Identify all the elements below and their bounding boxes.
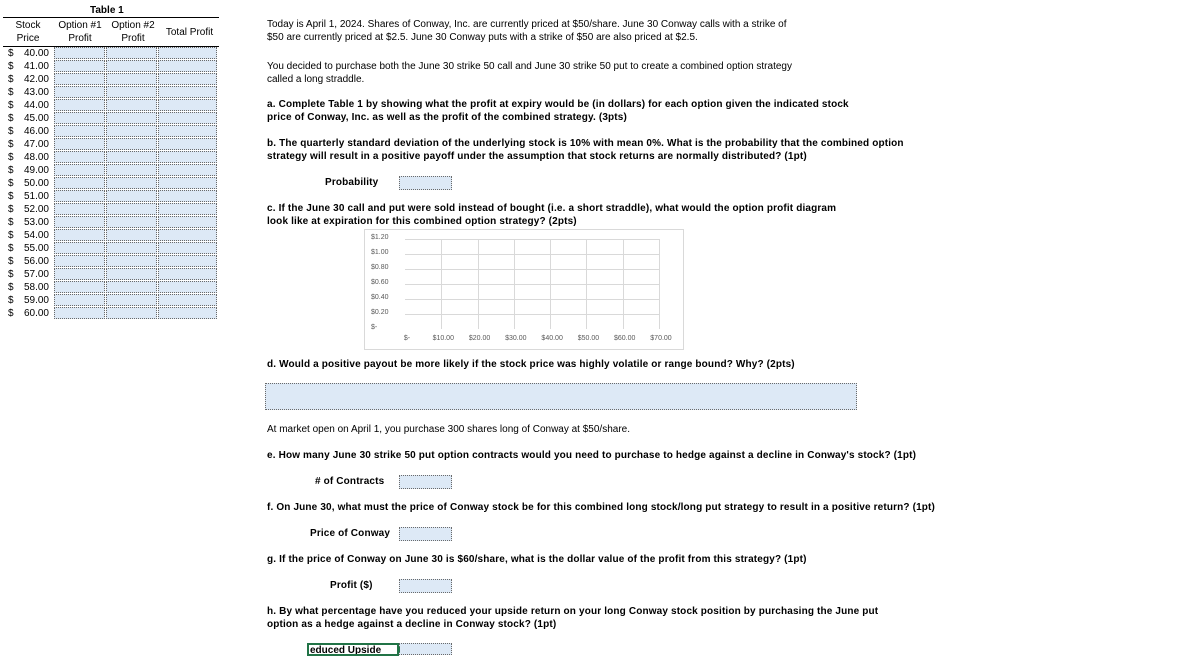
price-input[interactable] xyxy=(399,527,452,541)
stock-price-value: 46.00 xyxy=(23,126,49,137)
table-row xyxy=(3,112,219,125)
chart-v-gridline xyxy=(441,239,442,329)
total-profit-input[interactable] xyxy=(158,307,217,319)
chart-h-gridline xyxy=(405,284,659,285)
stock-price-value: 48.00 xyxy=(23,152,49,163)
reduced-upside-label-cell[interactable] xyxy=(307,643,399,656)
currency-symbol: $ xyxy=(8,243,14,254)
chart-x-tick-label: $30.00 xyxy=(505,335,527,342)
stock-price-value: 42.00 xyxy=(23,74,49,85)
question-a-line1: a. Complete Table 1 by showing what the profit at expiry would be (in dollars) for each option given the indicated stock xyxy=(267,99,849,110)
header-stock-price-line2: Price xyxy=(16,33,40,44)
question-d-answer-input[interactable] xyxy=(265,383,857,410)
fill-handle[interactable] xyxy=(397,647,400,652)
total-profit-input[interactable] xyxy=(158,138,217,150)
chart-v-gridline xyxy=(550,239,551,329)
intro-line2: $50 are currently priced at $2.5. June 30 Conway puts with a strike of $50 are also priced at $2.5. xyxy=(267,32,698,43)
question-f: f. On June 30, what must the price of Conway stock be for this combined long stock/long put strategy to result in a positive return? (1pt) xyxy=(267,502,935,513)
table-row xyxy=(3,281,219,294)
reduced-upside-input[interactable] xyxy=(399,643,452,655)
stock-price-value: 51.00 xyxy=(23,191,49,202)
header-stock-price-line1: Stock xyxy=(15,20,41,31)
option2-profit-input[interactable] xyxy=(106,203,157,215)
option1-profit-input[interactable] xyxy=(54,47,105,59)
option2-profit-input[interactable] xyxy=(106,229,157,241)
option1-profit-input[interactable] xyxy=(54,281,105,293)
stock-price-cell xyxy=(3,229,53,242)
option1-profit-input[interactable] xyxy=(54,268,105,280)
profit-label: Profit ($) xyxy=(330,580,373,591)
question-h-line2: option as a hedge against a decline in Conway stock? (1pt) xyxy=(267,619,557,630)
chart-y-tick-label: $0.80 xyxy=(371,264,389,271)
currency-symbol: $ xyxy=(8,126,14,137)
option1-profit-input[interactable] xyxy=(54,99,105,111)
total-profit-input[interactable] xyxy=(158,294,217,306)
table-row xyxy=(3,164,219,177)
option2-profit-input[interactable] xyxy=(106,47,157,59)
option2-profit-input[interactable] xyxy=(106,307,157,319)
total-profit-input[interactable] xyxy=(158,73,217,85)
stock-price-value: 50.00 xyxy=(23,178,49,189)
profit-diagram-chart[interactable] xyxy=(364,229,684,350)
chart-y-tick-label: $0.40 xyxy=(371,294,389,301)
option1-profit-input[interactable] xyxy=(54,151,105,163)
option2-profit-input[interactable] xyxy=(106,281,157,293)
total-profit-input[interactable] xyxy=(158,112,217,124)
stock-price-cell xyxy=(3,99,53,112)
table-row xyxy=(3,60,219,73)
total-profit-input[interactable] xyxy=(158,281,217,293)
question-h xyxy=(267,605,878,631)
stock-price-cell xyxy=(3,281,53,294)
stock-price-value: 44.00 xyxy=(23,100,49,111)
option2-profit-input[interactable] xyxy=(106,177,157,189)
question-h-line1: h. By what percentage have you reduced your upside return on your long Conway stock position by purchasing the June put xyxy=(267,606,879,617)
chart-x-tick-label: $60.00 xyxy=(613,335,636,342)
stock-price-value: 59.00 xyxy=(23,295,49,306)
probability-label: Probability xyxy=(325,177,379,188)
intro-line1: Today is April 1, 2024. Shares of Conway, Inc. are currently priced at $50/share. June 30 Conway calls with a strike of xyxy=(267,19,787,30)
question-b-line1: b. The quarterly standard deviation of the underlying stock is 10% with mean 0%. What is the probability that the combined option xyxy=(267,138,904,149)
currency-symbol: $ xyxy=(8,217,14,228)
header-option1-line2: Profit xyxy=(68,33,92,44)
purchase-line1: You decided to purchase both the June 30 strike 50 call and June 30 strike 50 put to create a combined option strategy xyxy=(267,61,792,72)
question-a-line2: price of Conway, Inc. as well as the profit of the combined strategy. (3pts) xyxy=(267,112,627,123)
currency-symbol: $ xyxy=(8,230,14,241)
stock-price-value: 45.00 xyxy=(23,113,49,124)
chart-h-gridline xyxy=(405,239,659,240)
option1-profit-input[interactable] xyxy=(54,86,105,98)
stock-price-value: 60.00 xyxy=(23,308,49,319)
table-row xyxy=(3,47,219,60)
question-c xyxy=(267,202,836,228)
stock-price-cell xyxy=(3,125,53,138)
question-d: d. Would a positive payout be more likely if the stock price was highly volatile or range bound? Why? (2pts) xyxy=(267,359,795,370)
stock-price-cell xyxy=(3,47,53,60)
stock-price-cell xyxy=(3,242,53,255)
table-row xyxy=(3,190,219,203)
stock-price-value: 49.00 xyxy=(23,165,49,176)
table-row xyxy=(3,125,219,138)
table-row xyxy=(3,73,219,86)
profit-input[interactable] xyxy=(399,579,452,593)
currency-symbol: $ xyxy=(8,139,14,150)
total-profit-input[interactable] xyxy=(158,268,217,280)
table-row xyxy=(3,203,219,216)
stock-price-value: 43.00 xyxy=(23,87,49,98)
total-profit-input[interactable] xyxy=(158,125,217,137)
option2-profit-input[interactable] xyxy=(106,294,157,306)
stock-price-cell xyxy=(3,190,53,203)
total-profit-input[interactable] xyxy=(158,229,217,241)
header-stock-price xyxy=(3,19,53,45)
stock-price-cell xyxy=(3,268,53,281)
chart-v-gridline xyxy=(478,239,479,329)
question-c-line1: c. If the June 30 call and put were sold instead of bought (i.e. a short straddle), what would the option profit diagram xyxy=(267,203,837,214)
probability-input[interactable] xyxy=(399,176,452,190)
total-profit-input[interactable] xyxy=(158,86,217,98)
stock-price-value: 58.00 xyxy=(23,282,49,293)
option2-profit-input[interactable] xyxy=(106,216,157,228)
stock-price-cell xyxy=(3,216,53,229)
stock-price-cell xyxy=(3,60,53,73)
option1-profit-input[interactable] xyxy=(54,164,105,176)
total-profit-input[interactable] xyxy=(158,190,217,202)
currency-symbol: $ xyxy=(8,178,14,189)
stock-price-cell xyxy=(3,151,53,164)
stock-price-value: 56.00 xyxy=(23,256,49,267)
stock-price-cell xyxy=(3,294,53,307)
question-g: g. If the price of Conway on June 30 is $60/share, what is the dollar value of the profit from this strategy? (1pt) xyxy=(267,554,807,565)
chart-y-tick-label: $0.20 xyxy=(371,309,389,316)
stock-price-value: 47.00 xyxy=(23,139,49,150)
stock-price-value: 52.00 xyxy=(23,204,49,215)
market-open-text: At market open on April 1, you purchase 300 shares long of Conway at $50/share. xyxy=(267,424,630,435)
intro-text xyxy=(267,18,787,44)
question-b-line2: strategy will result in a positive payoff under the assumption that stock returns are normally distributed? (1pt) xyxy=(267,151,807,162)
total-profit-input[interactable] xyxy=(158,203,217,215)
currency-symbol: $ xyxy=(8,87,14,98)
currency-symbol: $ xyxy=(8,113,14,124)
currency-symbol: $ xyxy=(8,204,14,215)
chart-y-tick-label: $- xyxy=(371,324,378,331)
stock-price-cell xyxy=(3,164,53,177)
stock-price-value: 54.00 xyxy=(23,230,49,241)
chart-x-tick-label: $20.00 xyxy=(468,335,491,342)
option2-profit-input[interactable] xyxy=(106,125,157,137)
stock-price-value: 55.00 xyxy=(23,243,49,254)
option2-profit-input[interactable] xyxy=(106,164,157,176)
option1-profit-input[interactable] xyxy=(54,73,105,85)
table-row xyxy=(3,216,219,229)
currency-symbol: $ xyxy=(8,48,14,59)
table-row xyxy=(3,268,219,281)
header-option1-line1: Option #1 xyxy=(58,20,102,31)
table-row xyxy=(3,229,219,242)
stock-price-value: 57.00 xyxy=(23,269,49,280)
option1-profit-input[interactable] xyxy=(54,203,105,215)
total-profit-input[interactable] xyxy=(158,177,217,189)
table-row xyxy=(3,255,219,268)
currency-symbol: $ xyxy=(8,191,14,202)
table-title: Table 1 xyxy=(90,5,124,16)
stock-price-cell xyxy=(3,177,53,190)
chart-x-tick-label: $70.00 xyxy=(650,335,672,342)
stock-price-cell xyxy=(3,307,53,320)
currency-symbol: $ xyxy=(8,152,14,163)
total-profit-input[interactable] xyxy=(158,47,217,59)
chart-y-tick-label: $1.20 xyxy=(371,234,389,241)
stock-price-cell xyxy=(3,73,53,86)
option2-profit-input[interactable] xyxy=(106,86,157,98)
table-row xyxy=(3,138,219,151)
currency-symbol: $ xyxy=(8,282,14,293)
currency-symbol: $ xyxy=(8,295,14,306)
table-row xyxy=(3,99,219,112)
option1-profit-input[interactable] xyxy=(54,294,105,306)
header-option1-profit xyxy=(54,19,106,45)
option2-profit-input[interactable] xyxy=(106,268,157,280)
stock-price-value: 41.00 xyxy=(23,61,49,72)
chart-x-tick-label: $- xyxy=(403,335,411,342)
stock-price-cell xyxy=(3,255,53,268)
option1-profit-input[interactable] xyxy=(54,216,105,228)
chart-v-gridline xyxy=(586,239,587,329)
stock-price-value: 40.00 xyxy=(23,48,49,59)
contracts-input[interactable] xyxy=(399,475,452,489)
option1-profit-input[interactable] xyxy=(54,307,105,319)
option2-profit-input[interactable] xyxy=(106,112,157,124)
table-body xyxy=(3,47,219,320)
currency-symbol: $ xyxy=(8,61,14,72)
option1-profit-input[interactable] xyxy=(54,242,105,254)
chart-y-tick-label: $0.60 xyxy=(371,279,389,286)
question-e: e. How many June 30 strike 50 put option contracts would you need to purchase to hedge against a decline in Conway's stock? (1pt) xyxy=(267,450,917,461)
chart-v-gridline xyxy=(514,239,515,329)
option1-profit-input[interactable] xyxy=(54,229,105,241)
option2-profit-input[interactable] xyxy=(106,151,157,163)
chart-x-tick-label: $50.00 xyxy=(577,335,600,342)
chart-x-tick-label: $10.00 xyxy=(432,335,454,342)
option2-profit-input[interactable] xyxy=(106,60,157,72)
question-b xyxy=(267,137,904,163)
purchase-line2: called a long straddle. xyxy=(267,74,365,85)
total-profit-input[interactable] xyxy=(158,99,217,111)
table-row xyxy=(3,177,219,190)
option1-profit-input[interactable] xyxy=(54,255,105,267)
header-total-profit: Total Profit xyxy=(165,27,214,38)
option2-profit-input[interactable] xyxy=(106,99,157,111)
question-c-line2: look like at expiration for this combined option strategy? (2pts) xyxy=(267,216,577,227)
chart-h-gridline xyxy=(405,254,659,255)
chart-h-gridline xyxy=(405,299,659,300)
option1-profit-input[interactable] xyxy=(54,177,105,189)
currency-symbol: $ xyxy=(8,100,14,111)
table-row xyxy=(3,151,219,164)
total-profit-input[interactable] xyxy=(158,151,217,163)
stock-price-cell xyxy=(3,138,53,151)
chart-h-gridline xyxy=(405,269,659,270)
chart-v-gridline xyxy=(659,239,660,329)
total-profit-input[interactable] xyxy=(158,216,217,228)
stock-price-cell xyxy=(3,86,53,99)
stock-price-value: 53.00 xyxy=(23,217,49,228)
reduced-upside-label: educed Upside xyxy=(310,645,382,656)
option2-profit-input[interactable] xyxy=(106,242,157,254)
stock-price-cell xyxy=(3,203,53,216)
header-option2-line2: Profit xyxy=(121,33,145,44)
currency-symbol: $ xyxy=(8,269,14,280)
option2-profit-input[interactable] xyxy=(106,190,157,202)
currency-symbol: $ xyxy=(8,74,14,85)
chart-x-tick-label: $40.00 xyxy=(541,335,563,342)
header-option2-profit xyxy=(107,19,159,45)
table-top-border xyxy=(3,17,219,18)
table-row xyxy=(3,294,219,307)
chart-y-tick-label: $1.00 xyxy=(371,249,389,256)
option1-profit-input[interactable] xyxy=(54,60,105,72)
contracts-label: # of Contracts xyxy=(315,476,385,487)
purchase-text xyxy=(267,60,792,86)
option1-profit-input[interactable] xyxy=(54,190,105,202)
chart-h-gridline xyxy=(405,314,659,315)
total-profit-input[interactable] xyxy=(158,164,217,176)
total-profit-input[interactable] xyxy=(158,242,217,254)
price-label: Price of Conway xyxy=(310,528,391,539)
stock-price-cell xyxy=(3,112,53,125)
currency-symbol: $ xyxy=(8,165,14,176)
option1-profit-input[interactable] xyxy=(54,112,105,124)
total-profit-input[interactable] xyxy=(158,60,217,72)
option2-profit-input[interactable] xyxy=(106,255,157,267)
option1-profit-input[interactable] xyxy=(54,125,105,137)
table-row xyxy=(3,86,219,99)
option2-profit-input[interactable] xyxy=(106,138,157,150)
table-row xyxy=(3,242,219,255)
currency-symbol: $ xyxy=(8,308,14,319)
currency-symbol: $ xyxy=(8,256,14,267)
header-option2-line1: Option #2 xyxy=(111,20,155,31)
question-a xyxy=(267,98,849,124)
option1-profit-input[interactable] xyxy=(54,138,105,150)
total-profit-input[interactable] xyxy=(158,255,217,267)
option2-profit-input[interactable] xyxy=(106,73,157,85)
chart-v-gridline xyxy=(623,239,624,329)
table-row xyxy=(3,307,219,320)
